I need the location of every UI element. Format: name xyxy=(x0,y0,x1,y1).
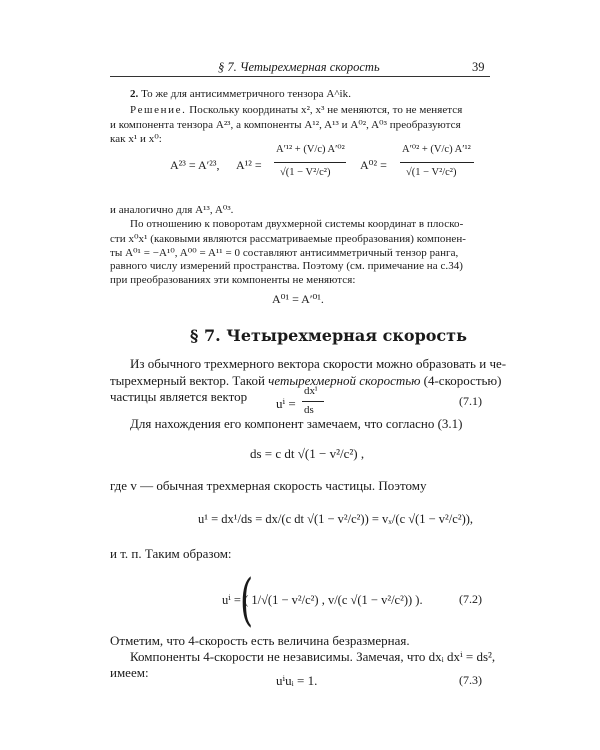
eq71-numerator: dxⁱ xyxy=(304,385,318,397)
problem-label: 2. xyxy=(130,88,139,100)
eq-u1: u¹ = dx¹/ds = dx/(c dt √(1 − v²/c²)) = vₓ/(c √(1 − v²/c²)), xyxy=(198,512,474,526)
p6-line-1: Компоненты 4-скорости не независимы. Замечая, что dxᵢ dxⁱ = ds², xyxy=(130,649,496,664)
p4: и т. п. Таким образом: xyxy=(110,546,232,561)
problem-2-statement xyxy=(130,88,351,100)
p1-term: четырехмерной скоростью xyxy=(268,373,421,388)
p1-line-1: Из обычного трехмерного вектора скорости можно образовать и че- xyxy=(130,356,507,371)
eq71-lhs: uⁱ = xyxy=(276,396,296,411)
rotation-line-2: сти x⁰x¹ (каковыми являются рассматриваемые преобразования) компонен- xyxy=(110,233,466,245)
eq71-bar xyxy=(302,401,324,402)
rotation-line-1: По отношению к поворотам двухмерной системы координат в плоско- xyxy=(130,218,464,230)
solution-line-3: как x¹ и x⁰: xyxy=(110,133,162,145)
p6-line-2: имеем: xyxy=(110,665,149,680)
eq72: uⁱ = ( 1/√(1 − v²/c²) , v/(c √(1 − v²/c²)) ). xyxy=(222,593,423,607)
formula-A02-denominator: √(1 − V²/c²) xyxy=(406,167,457,178)
rotation-line-4: равного числу измерений пространства. Поэтому (см. примечание на с.34) xyxy=(110,260,464,272)
formula-A12-bar xyxy=(274,162,346,163)
p5: Отметим, что 4-скорость есть величина безразмерная. xyxy=(110,633,410,648)
eq72-paren-left: ( xyxy=(240,568,254,633)
formula-A12-lhs: A¹² = xyxy=(236,158,262,172)
eq71-denominator: ds xyxy=(304,404,314,416)
running-title: § 7. Четырехмерная скорость xyxy=(218,60,380,74)
solution-label: Решение. xyxy=(130,104,187,116)
p1-abbr: (4-скоростью) xyxy=(423,373,502,388)
formula-A02-bar xyxy=(400,162,474,163)
p2: Для нахождения его компонент замечаем, что согласно (3.1) xyxy=(130,416,463,431)
eq73-label: (7.3) xyxy=(459,673,482,687)
p1-line-3: частицы является вектор xyxy=(110,389,248,404)
formula-A12-denominator: √(1 − V²/c²) xyxy=(280,167,331,178)
header-rule xyxy=(110,76,490,77)
formula-A12-numerator: A′¹² + (V/c) A′⁰² xyxy=(276,144,345,155)
formula-A23: A²³ = A′²³, xyxy=(170,158,220,172)
solution-line-2: и компонента тензора A²³, а компоненты A¹², A¹³ и A⁰², A⁰³ преобразуются xyxy=(110,119,461,131)
page-number: 39 xyxy=(472,60,485,74)
solution-text-1: Поскольку координаты x², x³ не меняются, то не меняется xyxy=(189,104,463,116)
eq71-label: (7.1) xyxy=(459,394,482,408)
p1-text: тырехмерный вектор. Такой xyxy=(110,373,265,388)
eq72-label: (7.2) xyxy=(459,592,482,606)
solution-line-1 xyxy=(130,104,462,116)
p3: где v — обычная трехмерная скорость частицы. Поэтому xyxy=(110,478,427,493)
rotation-line-5: при преобразованиях эти компоненты не меняются: xyxy=(110,274,356,286)
eq-ds: ds = c dt √(1 − v²/c²) , xyxy=(250,446,365,461)
problem-text: То же для антисимметричного тензора A^ik. xyxy=(141,88,352,100)
analogously-line: и аналогично для A¹³, A⁰³. xyxy=(110,204,234,216)
formula-A02-lhs: A⁰² = xyxy=(360,158,387,172)
formula-A02-numerator: A′⁰² + (V/c) A′¹² xyxy=(402,144,471,155)
formula-A01: A⁰¹ = A′⁰¹. xyxy=(272,292,324,306)
rotation-line-3: ты A⁰¹ = −A¹⁰, A⁰⁰ = A¹¹ = 0 составляют антисимметричный тензор ранга, xyxy=(110,247,459,259)
eq73: uⁱuᵢ = 1. xyxy=(276,673,318,688)
section-title: § 7. Четырехмерная скорость xyxy=(190,326,467,345)
